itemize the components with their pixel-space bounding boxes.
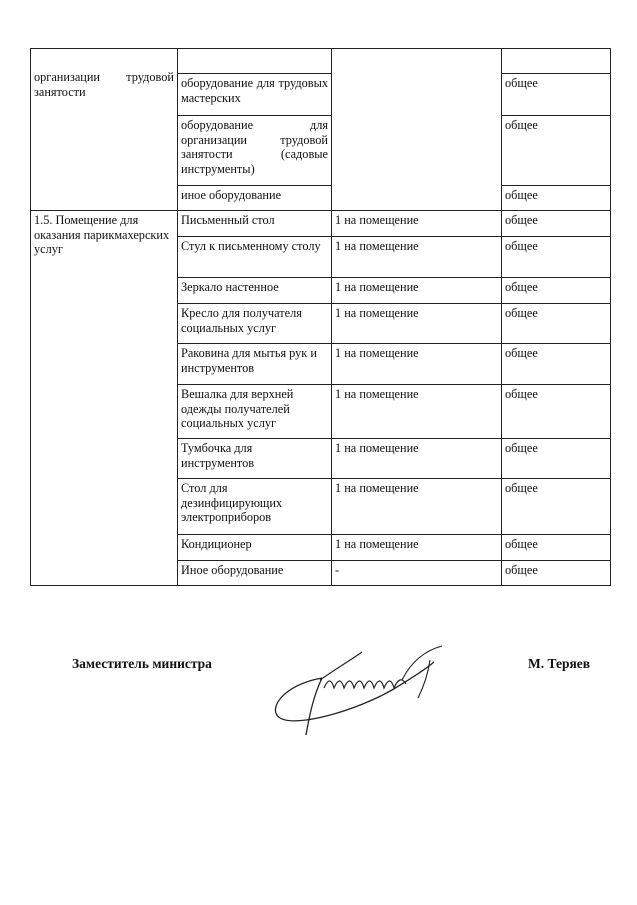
table-cell-norm: 1 на помещение (332, 237, 502, 278)
table-cell-item: Кондиционер (178, 535, 332, 561)
table-cell-type: общее (502, 439, 611, 479)
table-cell-item: Зеркало настенное (178, 278, 332, 304)
table-cell-item: оборудование для организации трудовой занятости (садовые инструменты) (178, 116, 332, 186)
table-cell-type: общее (502, 211, 611, 237)
table-cell-type: общее (502, 535, 611, 561)
table-cell-item: Вешалка для верхней одежды получателей социальных услуг (178, 385, 332, 439)
table-cell-type: общее (502, 304, 611, 344)
table-cell-type: общее (502, 278, 611, 304)
table-cell-item: Стул к письменному столу (178, 237, 332, 278)
table-cell-item: Иное оборудование (178, 561, 332, 586)
table-cell-norm: 1 на помещение (332, 439, 502, 479)
table-cell-type: общее (502, 385, 611, 439)
table-cell-type (502, 49, 611, 74)
table-cell-item: Раковина для мытья рук и инструментов (178, 344, 332, 385)
table-cell-norm: 1 на помещение (332, 278, 502, 304)
table-cell-item: Письменный стол (178, 211, 332, 237)
section-label: организации трудовой занятости (34, 70, 174, 99)
signatory-name: М. Теряев (528, 656, 591, 671)
table-cell-type: общее (502, 186, 611, 211)
table-cell-norm: 1 на помещение (332, 211, 502, 237)
table-cell-item: Стол для дезинфицирующих электроприборов (178, 479, 332, 535)
table-cell-norm: 1 на помещение (332, 535, 502, 561)
table-row (31, 211, 611, 237)
table-cell-type: общее (502, 237, 611, 278)
table-cell-item (178, 49, 332, 74)
equipment-table (30, 48, 611, 586)
handwritten-signature (262, 640, 452, 740)
signatory-position: Заместитель министра (72, 656, 212, 671)
table-cell-item: Кресло для получателя социальных услуг (178, 304, 332, 344)
table-cell-item: иное оборудование (178, 186, 332, 211)
table-cell-norm: - (332, 561, 502, 586)
table-cell-norm: 1 на помещение (332, 385, 502, 439)
table-cell-norm: 1 на помещение (332, 344, 502, 385)
table-cell-section (31, 49, 178, 211)
table-cell-type: общее (502, 74, 611, 116)
table-cell-section: 1.5. Помещение для оказания парикмахерских услуг (31, 211, 178, 586)
table-cell-norm: 1 на помещение (332, 479, 502, 535)
table-cell-type: общее (502, 116, 611, 186)
table-cell-type: общее (502, 479, 611, 535)
table-cell-norm (332, 49, 502, 211)
table-cell-norm: 1 на помещение (332, 304, 502, 344)
table-row (31, 49, 611, 74)
table-cell-item: оборудование для трудовых мастерских (178, 74, 332, 116)
table-cell-item: Тумбочка для инструментов (178, 439, 332, 479)
table-cell-type: общее (502, 561, 611, 586)
table-cell-type: общее (502, 344, 611, 385)
